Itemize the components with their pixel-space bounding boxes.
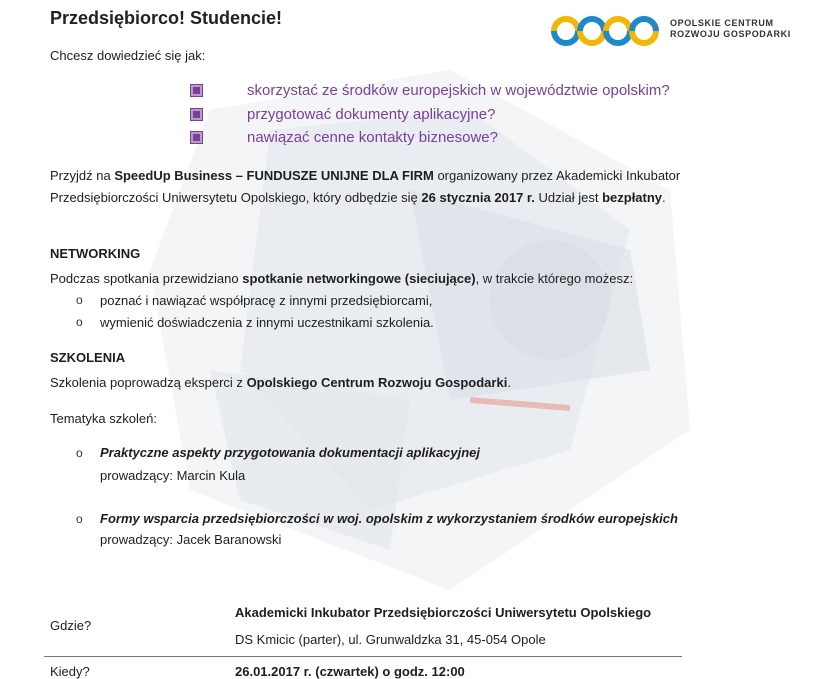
question-item: skorzystać ze środków europejskich w województwie opolskim? (247, 82, 670, 99)
topic-lead: prowadzący: Jacek Baranowski (100, 532, 282, 547)
where-venue: Akademicki Inkubator Przedsiębiorczości Uniwersytetu Opolskiego (235, 605, 652, 620)
ocrg-logo (550, 14, 791, 48)
circle-bullet-icon: o (76, 315, 83, 329)
where-label: Gdzie? (50, 618, 92, 633)
when-label: Kiedy? (50, 664, 90, 679)
logo-wordmark: OPOLSKIE CENTRUM ROZWOJU GOSPODARKI (670, 18, 791, 39)
networking-heading: NETWORKING (50, 246, 141, 261)
when-value: 26.01.2017 r. (czwartek) o godz. 12:00 (235, 664, 465, 679)
intro-text: Chcesz dowiedzieć się jak: (50, 48, 206, 63)
circle-bullet-icon: o (76, 293, 83, 307)
invite-line-1: Przyjdź na SpeedUp Business – FUNDUSZE UNIJNE DLA FIRM organizowany przez Akademicki Inkubator (50, 168, 681, 183)
topic-title: Praktyczne aspekty przygotowania dokumentacji aplikacyjnej (100, 445, 481, 460)
topics-label: Tematyka szkoleń: (50, 411, 157, 426)
circle-bullet-icon: o (76, 512, 83, 526)
free-label: bezpłatny (602, 190, 663, 205)
question-item: przygotować dokumenty aplikacyjne? (247, 106, 496, 123)
table-divider (44, 656, 682, 657)
topic-lead: prowadzący: Marcin Kula (100, 468, 246, 483)
purple-square-bullet-icon (190, 84, 203, 97)
list-item: wymienić doświadczenia z innymi uczestnikami szkolenia. (100, 315, 434, 330)
training-text: Szkolenia poprowadzą eksperci z Opolskiego Centrum Rozwoju Gospodarki. (50, 375, 511, 390)
question-item: nawiązać cenne kontakty biznesowe? (247, 129, 498, 146)
purple-square-bullet-icon (190, 131, 203, 144)
event-date: 26 stycznia 2017 r. (421, 190, 535, 205)
networking-text: Podczas spotkania przewidziano spotkanie networkingowe (sieciujące), w trakcie którego możesz: (50, 271, 634, 286)
topic-title: Formy wsparcia przedsiębiorczości w woj. opolskim z wykorzystaniem środków europejskich (100, 511, 678, 526)
training-heading: SZKOLENIA (50, 350, 126, 365)
logo-rings-icon (550, 14, 660, 48)
where-address: DS Kmicic (parter), ul. Grunwaldzka 31, 45-054 Opole (235, 632, 546, 647)
purple-square-bullet-icon (190, 108, 203, 121)
page-greeting: Przedsiębiorco! Studencie! (50, 8, 283, 28)
event-name: SpeedUp Business – FUNDUSZE UNIJNE DLA FIRM (114, 168, 434, 183)
invite-line-2: Przedsiębiorczości Uniwersytetu Opolskiego, który odbędzie się 26 stycznia 2017 r. Udział jest bezpłatny. (50, 190, 666, 205)
list-item: poznać i nawiązać współpracę z innymi przedsiębiorcami, (100, 293, 433, 308)
circle-bullet-icon: o (76, 446, 83, 460)
